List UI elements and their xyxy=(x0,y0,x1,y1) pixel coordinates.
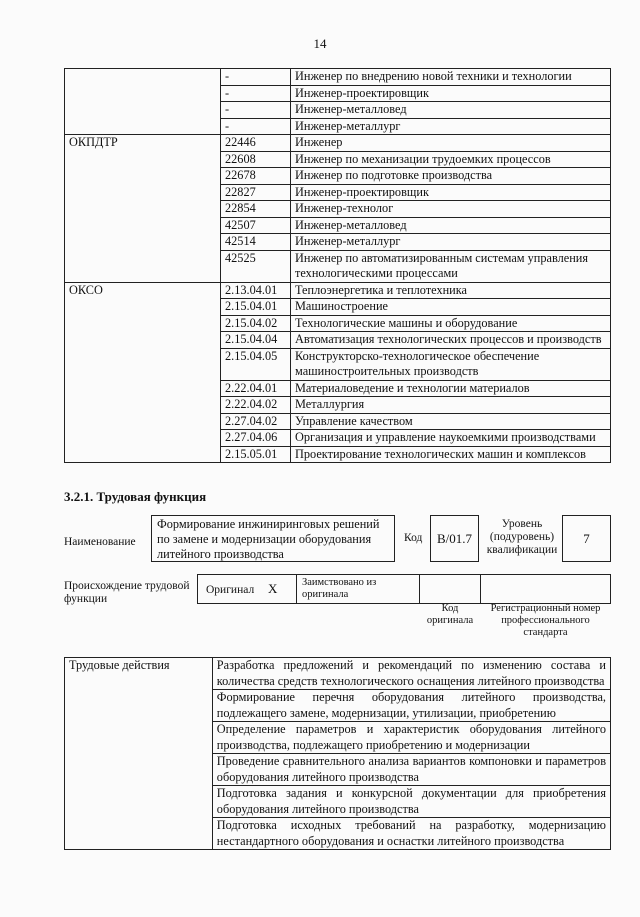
classifier-code: 22827 xyxy=(221,184,291,201)
classifier-code: - xyxy=(221,69,291,86)
classifier-code: 22608 xyxy=(221,151,291,168)
classifier-code: 2.13.04.01 xyxy=(221,282,291,299)
classifier-name: Организация и управление наукоемкими производствами xyxy=(291,430,611,447)
classifier-code: 22678 xyxy=(221,168,291,185)
classifier-code: 2.15.04.05 xyxy=(221,348,291,380)
original-mark: X xyxy=(268,581,278,596)
classifier-name: Инженер по подготовке производства xyxy=(291,168,611,185)
original-label: Оригинал xyxy=(206,584,255,596)
section-title: 3.2.1. Трудовая функция xyxy=(64,489,207,504)
name-label: Наименование xyxy=(64,536,136,548)
labor-actions-header: Трудовые действия xyxy=(65,658,213,850)
labor-actions-table xyxy=(64,657,611,850)
level-value: 7 xyxy=(562,515,611,562)
classifier-name: Инженер-металловед xyxy=(291,217,611,234)
classifier-group: ОКПДТР xyxy=(65,135,221,283)
classifier-code: 2.22.04.02 xyxy=(221,397,291,414)
classifier-code: 2.27.04.06 xyxy=(221,430,291,447)
registration-number-cell xyxy=(480,574,611,604)
classifier-name: Технологические машины и оборудование xyxy=(291,315,611,332)
classifier-name: Инженер по внедрению новой техники и технологии xyxy=(291,69,611,86)
original-code-cell xyxy=(419,574,481,604)
registration-caption: Регистрационный номер профессионального стандарта xyxy=(490,603,601,638)
labor-action-item: Формирование перечня оборудования литейного производства, подлежащего замене, модернизации, утилизации, приобретению xyxy=(212,690,610,722)
classifier-name: Инженер по механизации трудоемких процессов xyxy=(291,151,611,168)
classifier-name: Управление качеством xyxy=(291,413,611,430)
labor-action-item: Подготовка задания и конкурсной документации для приобретения оборудования литейного производства xyxy=(212,786,610,818)
function-code-value: B/01.7 xyxy=(430,515,479,562)
classifier-name: Материаловедение и технологии материалов xyxy=(291,380,611,397)
code-label: Код xyxy=(404,532,423,544)
classifier-table xyxy=(64,68,611,463)
classifier-group xyxy=(65,69,221,135)
original-code-caption: Код оригинала xyxy=(426,603,474,626)
classifier-name: Инженер-металловед xyxy=(291,102,611,119)
classifier-name: Инженер-металлург xyxy=(291,234,611,251)
classifier-name: Металлургия xyxy=(291,397,611,414)
classifier-code: - xyxy=(221,102,291,119)
labor-action-item: Определение параметров и характеристик оборудования литейного производства, подлежащего приобретению и модернизации xyxy=(212,722,610,754)
classifier-code: 22446 xyxy=(221,135,291,152)
labor-action-item: Подготовка исходных требований на разработку, модернизацию нестандартного оборудования и оснастки литейного производства xyxy=(212,818,610,850)
original-cell xyxy=(197,574,297,604)
table-row xyxy=(65,135,611,152)
classifier-code: 2.15.04.04 xyxy=(221,332,291,349)
function-name-value: Формирование инжиниринговых решений по замене и модернизации оборудования литейного производства xyxy=(151,515,395,562)
classifier-code: 2.15.05.01 xyxy=(221,446,291,463)
classifier-code: 22854 xyxy=(221,201,291,218)
classifier-name: Инженер-металлург xyxy=(291,118,611,135)
classifier-group: ОКСО xyxy=(65,282,221,463)
level-label: Уровень (подуровень) квалификации xyxy=(486,518,558,556)
classifier-name: Инженер-проектировщик xyxy=(291,85,611,102)
table-row xyxy=(65,658,611,690)
classifier-code: - xyxy=(221,118,291,135)
classifier-name: Машиностроение xyxy=(291,299,611,316)
labor-action-item: Проведение сравнительного анализа вариантов компоновки и параметров оборудования литейного производства xyxy=(212,754,610,786)
classifier-code: 42514 xyxy=(221,234,291,251)
table-row xyxy=(65,282,611,299)
classifier-code: 2.22.04.01 xyxy=(221,380,291,397)
page-number: 14 xyxy=(313,36,327,51)
classifier-code: 2.27.04.02 xyxy=(221,413,291,430)
classifier-code: 2.15.04.01 xyxy=(221,299,291,316)
classifier-name: Теплоэнергетика и теплотехника xyxy=(291,282,611,299)
table-row xyxy=(65,69,611,86)
classifier-code: 42507 xyxy=(221,217,291,234)
classifier-name: Проектирование технологических машин и комплексов xyxy=(291,446,611,463)
classifier-code: 2.15.04.02 xyxy=(221,315,291,332)
borrowed-cell: Заимствовано из оригинала xyxy=(296,574,420,604)
classifier-name: Автоматизация технологических процессов и производств xyxy=(291,332,611,349)
classifier-name: Конструкторско-технологическое обеспечение машиностроительных производств xyxy=(291,348,611,380)
classifier-name: Инженер-проектировщик xyxy=(291,184,611,201)
classifier-code: - xyxy=(221,85,291,102)
classifier-name: Инженер по автоматизированным системам управления технологическими процессами xyxy=(291,250,611,282)
origin-label: Происхождение трудовой функции xyxy=(64,580,190,605)
classifier-name: Инженер xyxy=(291,135,611,152)
labor-action-item: Разработка предложений и рекомендаций по изменению состава и количества средств технологического оснащения литейного производства xyxy=(212,658,610,690)
classifier-name: Инженер-технолог xyxy=(291,201,611,218)
classifier-code: 42525 xyxy=(221,250,291,282)
